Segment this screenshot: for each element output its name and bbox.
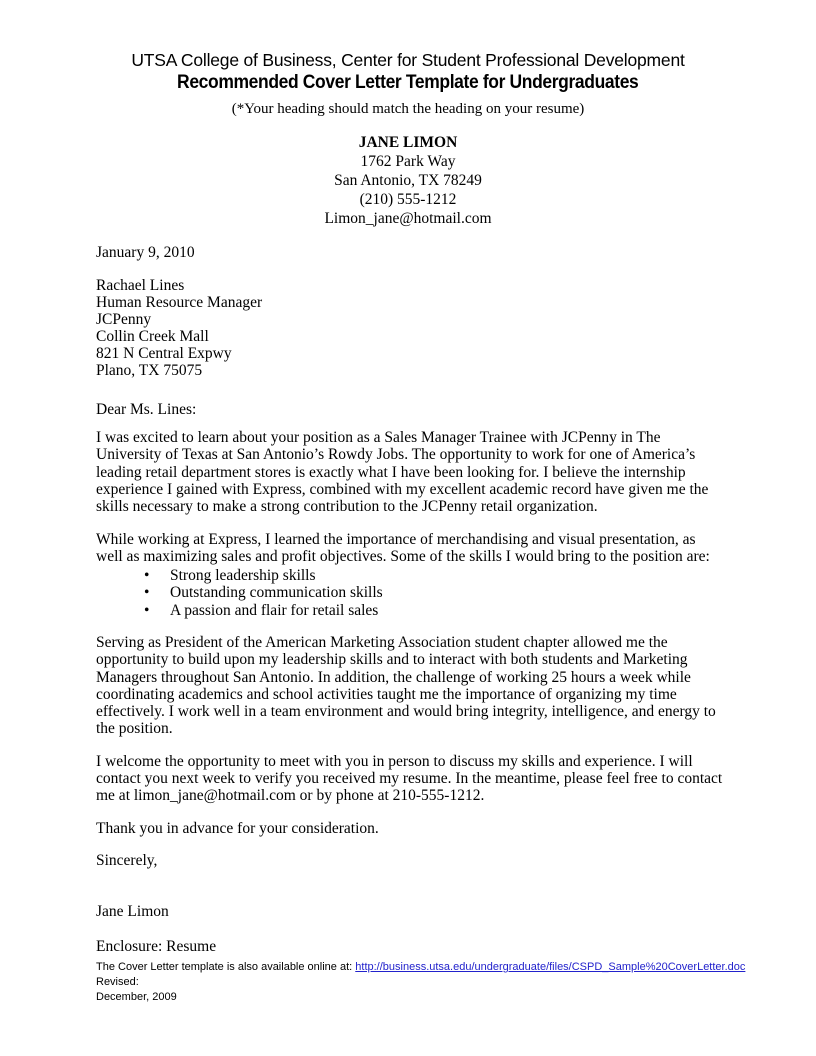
enclosure-note: Enclosure: Resume: [96, 937, 217, 955]
letter-body: [0, 244, 816, 955]
paragraph-skills-lead: While working at Express, I learned the importance of merchandising and visual presentation, as well as maximizing sales and profit objectives. Some of the skills I would bring to the position are:: [96, 530, 710, 565]
paragraph-thanks: Thank you in advance for your consideration.: [96, 819, 379, 837]
skill-item: • A passion and flair for retail sales: [144, 602, 724, 619]
recipient-address-line2: 821 N Central Expwy: [96, 344, 232, 362]
sender-email: Limon_jane@hotmail.com: [324, 210, 492, 227]
footer-revised-date: December, 2009: [96, 991, 177, 1003]
page-footer: [96, 960, 796, 1005]
recipient-company: JCPenny: [96, 311, 152, 329]
sender-heading-block: [0, 133, 816, 228]
salutation: Dear Ms. Lines:: [96, 400, 197, 418]
document-header: [0, 0, 816, 119]
sender-phone: (210) 555-1212: [359, 191, 457, 208]
page-subtitle-bold-wrap: [0, 71, 816, 95]
letter-date: January 9, 2010: [96, 244, 195, 261]
page-title: UTSA College of Business, Center for Student Professional Development: [131, 50, 685, 70]
skills-list: [144, 567, 724, 619]
sender-address-line1: 1762 Park Way: [360, 153, 456, 170]
page-subtitle-bold: Recommended Cover Letter Template for Undergraduates: [177, 72, 639, 93]
skill-item: • Outstanding communication skills: [144, 584, 724, 601]
sender-name: JANE LIMON: [358, 134, 458, 151]
paragraph-experience: Serving as President of the American Marketing Association student chapter allowed me the opportunity to build upon my leadership skills and to interact with both students and Marketing Managers throughout San Antonio. In addition, the challenge of working 25 hours a week while coordinating academics and school activities taught me the importance of organizing my time effectively. I work well in a team environment and would bring integrity, intelligence, and energy to the position.: [96, 634, 716, 738]
heading-note: (*Your heading should match the heading on your resume): [231, 101, 585, 117]
skill-item: • Strong leadership skills: [144, 567, 724, 584]
recipient-address-line1: Collin Creek Mall: [96, 328, 209, 346]
sender-address-line2: San Antonio, TX 78249: [334, 172, 482, 189]
recipient-address-block: [96, 278, 724, 379]
template-download-link[interactable]: http://business.utsa.edu/undergraduate/files/CSPD_Sample%20CoverLetter.doc: [355, 961, 746, 973]
footer-availability-text: The Cover Letter template is also available online at:: [96, 961, 353, 973]
recipient-title: Human Resource Manager: [96, 294, 263, 312]
paragraph-follow-up: I welcome the opportunity to meet with you in person to discuss my skills and experience. I will contact you next week to verify you received my resume. In the meantime, please feel free to contact me at limon_jane@hotmail.com or by phone at 210-555-1212.: [96, 752, 723, 805]
paragraph-intro: I was excited to learn about your position as a Sales Manager Trainee with JCPenny in The University of Texas at San Antonio’s Rowdy Jobs. The opportunity to work for one of America’s leading retail department stores is exactly what I have been looking for. I believe the internship experience I gained with Express, combined with my excellent academic record have given me the skills necessary to make a strong contribution to the JCPenny retail organization.: [96, 429, 709, 516]
closing: Sincerely,: [96, 851, 158, 869]
signature-name: Jane Limon: [96, 903, 169, 921]
footer-revised-label: Revised:: [96, 976, 139, 988]
recipient-address-line3: Plano, TX 75075: [96, 361, 203, 379]
recipient-name: Rachael Lines: [96, 277, 185, 295]
